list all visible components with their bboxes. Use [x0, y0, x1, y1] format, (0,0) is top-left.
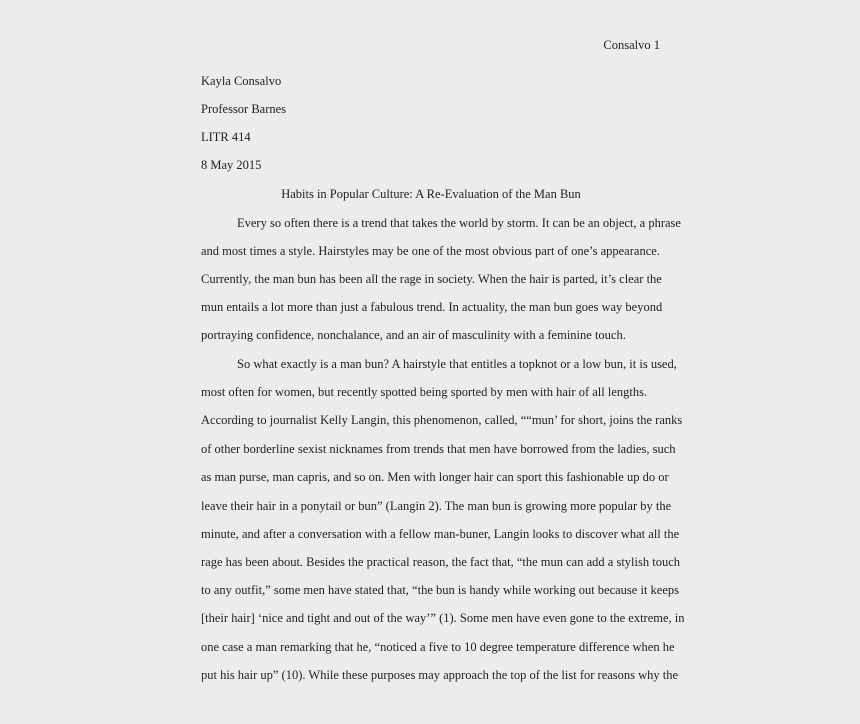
body-line: So what exactly is a man bun? A hairstyle that entitles a topknot or a low bun, it is used,: [237, 357, 677, 371]
body-line: leave their hair in a ponytail or bun” (Langin 2). The man bun is growing more popular by the: [201, 499, 672, 513]
body-line: Currently, the man bun has been all the rage in society. When the hair is parted, it’s clear the: [201, 272, 662, 286]
body-line: as man purse, man capris, and so on. Men with longer hair can sport this fashionable up do or: [201, 470, 669, 484]
body-line: of other borderline sexist nicknames from trends that men have borrowed from the ladies, such: [201, 442, 676, 456]
document-title: Habits in Popular Culture: A Re-Evaluation of the Man Bun: [281, 187, 581, 201]
body-line: portraying confidence, nonchalance, and an air of masculinity with a feminine touch.: [201, 328, 626, 342]
body-line: and most times a style. Hairstyles may be one of the most obvious part of one’s appearance.: [201, 244, 660, 258]
page-header-number: Consalvo 1: [603, 38, 660, 52]
professor-name: Professor Barnes: [201, 102, 287, 116]
body-line: minute, and after a conversation with a fellow man-buner, Langin looks to discover what all the: [201, 527, 680, 541]
body-line: one case a man remarking that he, “noticed a five to 10 degree temperature difference when he: [201, 640, 675, 654]
body-line: Every so often there is a trend that takes the world by storm. It can be an object, a phrase: [237, 216, 681, 230]
course-code: LITR 414: [201, 130, 251, 144]
author-name: Kayla Consalvo: [201, 74, 282, 88]
body-line: to any outfit,” some men have stated that, “the bun is handy while working out because it keeps: [201, 583, 680, 597]
body-line: mun entails a lot more than just a fabulous trend. In actuality, the man bun goes way beyond: [201, 300, 663, 314]
body-line: put his hair up” (10). While these purposes may approach the top of the list for reasons why the: [201, 668, 679, 682]
document-date: 8 May 2015: [201, 158, 262, 172]
body-line: According to journalist Kelly Langin, this phenomenon, called, ““mun’ for short, joins the ranks: [201, 413, 683, 427]
body-line: [their hair] ‘nice and tight and out of the way’” (1). Some men have even gone to the extreme, in: [201, 611, 685, 625]
body-line: rage has been about. Besides the practical reason, the fact that, “the mun can add a stylish touch: [201, 555, 680, 569]
body-line: most often for women, but recently spotted being sported by men with hair of all lengths.: [201, 385, 648, 399]
